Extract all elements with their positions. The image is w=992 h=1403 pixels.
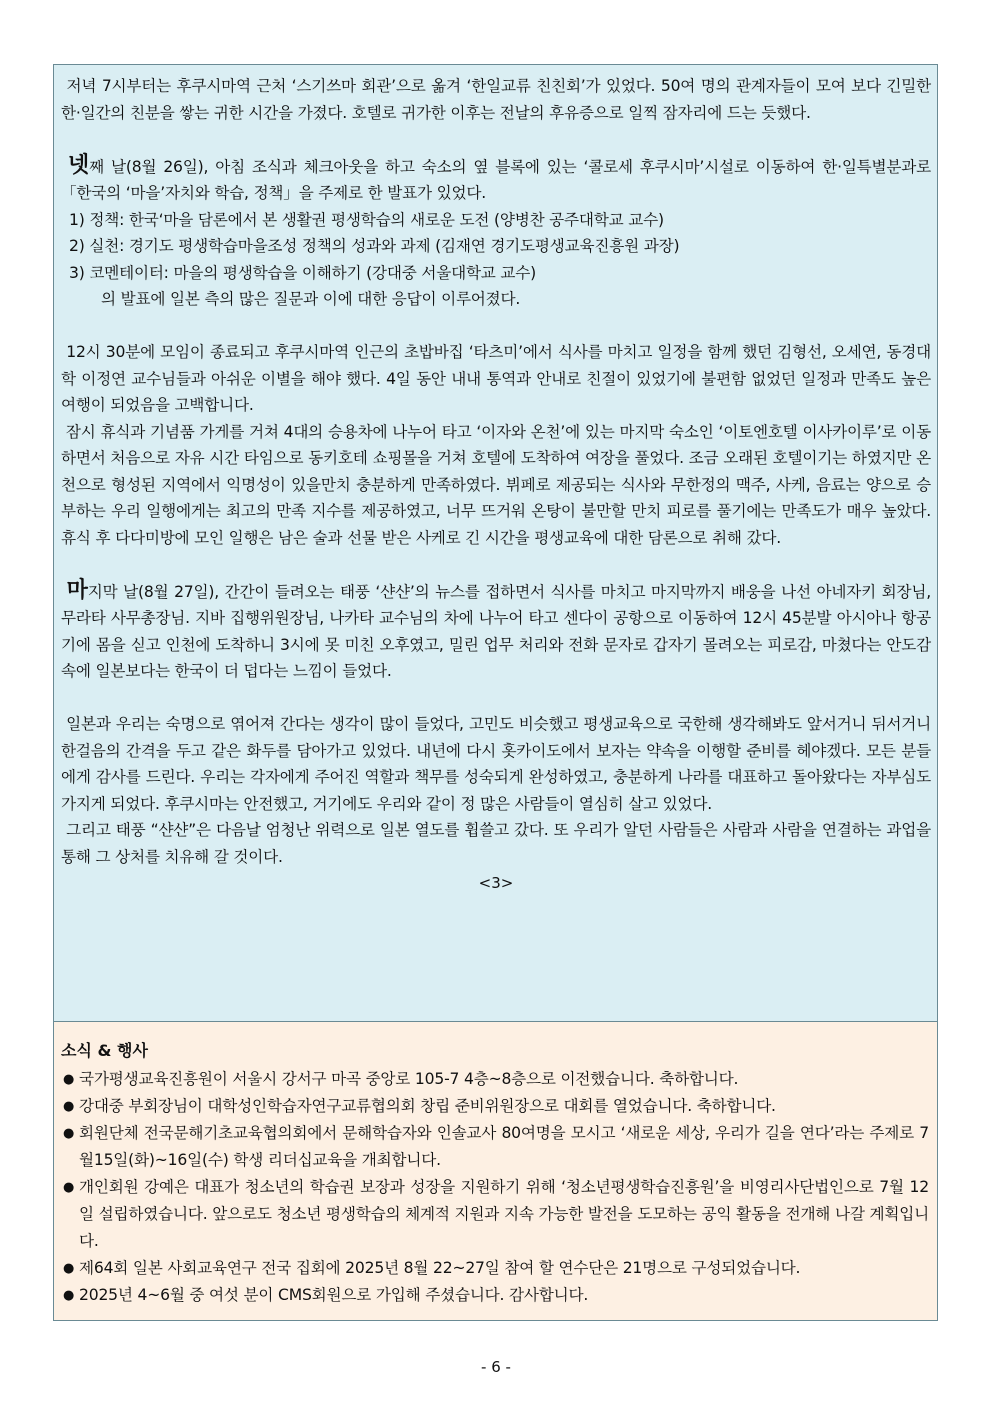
spacer — [61, 551, 931, 578]
paragraph-hotel: 잠시 휴식과 기념품 가게를 거쳐 4대의 승용차에 나누어 타고 ‘이자와 온천’에 있는 마지막 숙소인 ‘이토엔호텔 이사카이루’로 이동하면서 처음으로 자유 시간 타임으로 동키호테 쇼핑몰을 거쳐 호텔에 도착하여 여장을 풀었다. 조금 오래된 호텔이기는 하였지만 온천으로 형성된 지역에서 익명성이 있을만치 충분하게 만족하였다. 뷔페로 제공되는 식사와 무한정의 맥주, 사케, 음료는 양으로 승부하는 우리 일행에게는 최고의 만족 지수를 제공하였고, 너무 뜨거워 온탕이 불만할 만치 피로를 풀기에는 만족도가 매우 높았다. 휴식 후 다다미방에 모인 일행은 남은 술과 선물 받은 사케로 긴 시간을 평생교육에 대한 담론으로 취해 갔다. — [61, 422, 931, 547]
spacer — [61, 685, 931, 712]
page-number: - 6 - — [481, 1358, 511, 1376]
spacer — [61, 313, 931, 340]
news-item: ● 2025년 4~6월 중 여섯 분이 CMS회원으로 가입해 주셨습니다. 감사합니다. — [61, 1282, 929, 1309]
news-title: 소식 & 행사 — [61, 1041, 148, 1060]
day4-initial: 넷 — [68, 152, 90, 178]
paragraph-day4: 넷째 날(8월 26일), 아침 조식과 체크아웃을 하고 숙소의 옆 블록에 있는 ‘콜로세 후쿠시마’시설로 이동하여 한·일특별분과로 「한국의 ‘마을’자치와 학습, 정책」을 주제로 한 발표가 있었다. — [61, 152, 932, 202]
presentation-item-1: 1) 정책: 한국‘마을 담론에서 본 생활권 평생학습의 새로운 도전 (양병찬 공주대학교 교수) — [69, 210, 664, 229]
news-item: ● 국가평생교육진흥원이 서울시 강서구 마곡 중앙로 105-7 4층~8층으로 이전했습니다. 축하합니다. — [61, 1066, 929, 1093]
day5-initial: 마 — [66, 577, 88, 603]
section-page-marker: <3> — [478, 874, 514, 892]
news-list — [61, 1066, 929, 1309]
paragraph-lunch: 12시 30분에 모임이 종료되고 후쿠시마역 인근의 초밥바집 ‘타츠미’에서 식사를 마치고 일정을 함께 했던 김형선, 오세연, 동경대학 이정연 교수님들과 아쉬운 이별을 해야 했다. 4일 동안 내내 통역과 안내로 친절이 있었기에 불편함 없었던 일정과 만족도 높은 여행이 되었음을 고백합니다. — [61, 343, 931, 414]
news-item: ● 강대중 부회장님이 대학성인학습자연구교류협의회 창립 준비위원장으로 대회를 열었습니다. 축하합니다. — [61, 1093, 929, 1120]
presentation-item-2: 2) 실천: 경기도 평생학습마을조성 정책의 성과와 과제 (김재연 경기도평생교육진흥원 과장) — [69, 237, 680, 255]
travel-report-box — [53, 64, 938, 1022]
news-events-box — [53, 1022, 938, 1321]
bullet-icon: ● — [63, 1288, 75, 1303]
bullet-icon: ● — [63, 1261, 75, 1276]
news-item: ● 회원단체 전국문해기초교육협의회에서 문해학습자와 인솔교사 80여명을 모시고 ‘새로운 세상, 우리가 길을 연다’라는 주제로 7월15일(화)~16일(수) 학생 리더십교육을 개최합니다. — [61, 1120, 929, 1174]
paragraph-after-items: 의 발표에 일본 측의 많은 질문과 이에 대한 응답이 이루어졌다. — [101, 290, 521, 308]
presentation-item-3: 3) 코멘테이터: 마을의 평생학습을 이해하기 (강대중 서울대학교 교수) — [69, 263, 537, 282]
bullet-icon: ● — [63, 1099, 75, 1114]
paragraph-evening: 저녁 7시부터는 후쿠시마역 근처 ‘스기쓰마 회관’으로 옮겨 ‘한일교류 친친회’가 있었다. 50여 명의 관계자들이 모여 보다 긴밀한 한·일간의 친분을 쌓는 귀한 시간을 가졌다. 호텔로 귀가한 이후는 전날의 후유증으로 일찍 잠자리에 드는 듯했다. — [61, 77, 931, 122]
paragraph-typhoon: 그리고 태풍 “샨샨”은 다음날 엄청난 위력으로 일본 열도를 휩쓸고 갔다. 또 우리가 알던 사람들은 사람과 사람을 연결하는 과업을 통해 그 상처를 치유해 갈 것이다. — [61, 821, 931, 866]
bullet-icon: ● — [63, 1072, 75, 1087]
spacer — [61, 126, 931, 153]
paragraph-day5: 마지막 날(8월 27일), 간간이 들려오는 태풍 ‘샨샨’의 뉴스를 접하면서 식사를 마치고 마지막까지 배웅을 나선 아네자키 회장님, 무라타 사무총장님. 지바 집행위원장님, 나카타 교수님의 차에 나누어 타고 센다이 공항으로 이동하여 12시 45분발 아시아나 항공기에 몸을 싣고 인천에 도착하니 3시에 못 미친 오후였고, 밀린 업무 처리와 전화 문자로 갑자기 몰려오는 피로감, 마쳤다는 안도감 속에 일본보다는 한국이 더 덥다는 느낌이 들었다. — [61, 577, 931, 680]
paragraph-reflection: 일본과 우리는 숙명으로 엮어져 간다는 생각이 많이 들었다, 고민도 비슷했고 평생교육으로 국한해 생각해봐도 앞서거니 뒤서거니 한걸음의 간격을 두고 같은 화두를 담아가고 있었다. 내년에 다시 홋카이도에서 보자는 약속을 이행할 준비를 헤야겠다. 모든 분들에게 감사를 드린다. 우리는 각자에게 주어진 역할과 책무를 성숙되게 완성하였고, 충분하게 나라를 대표하고 돌아왔다는 자부심도 가지게 되었다. 후쿠시마는 안전했고, 거기에도 우리와 같이 정 많은 사람들이 열심히 살고 있었다. — [61, 715, 931, 813]
news-item: ● 개인회원 강예은 대표가 청소년의 학습권 보장과 성장을 지원하기 위해 ‘청소년평생학습진흥원’을 비영리사단법인으로 7월 12일 설립하였습니다. 앞으로도 청소년 평생학습의 체계적 지원과 지속 가능한 발전을 도모하는 공익 활동을 전개해 나갈 계획입니다. — [61, 1174, 929, 1255]
news-item: ● 제64회 일본 사회교육연구 전국 집회에 2025년 8월 22~27일 참여 할 연수단은 21명으로 구성되었습니다. — [61, 1255, 929, 1282]
bullet-icon: ● — [63, 1180, 75, 1195]
bullet-icon: ● — [63, 1126, 75, 1141]
